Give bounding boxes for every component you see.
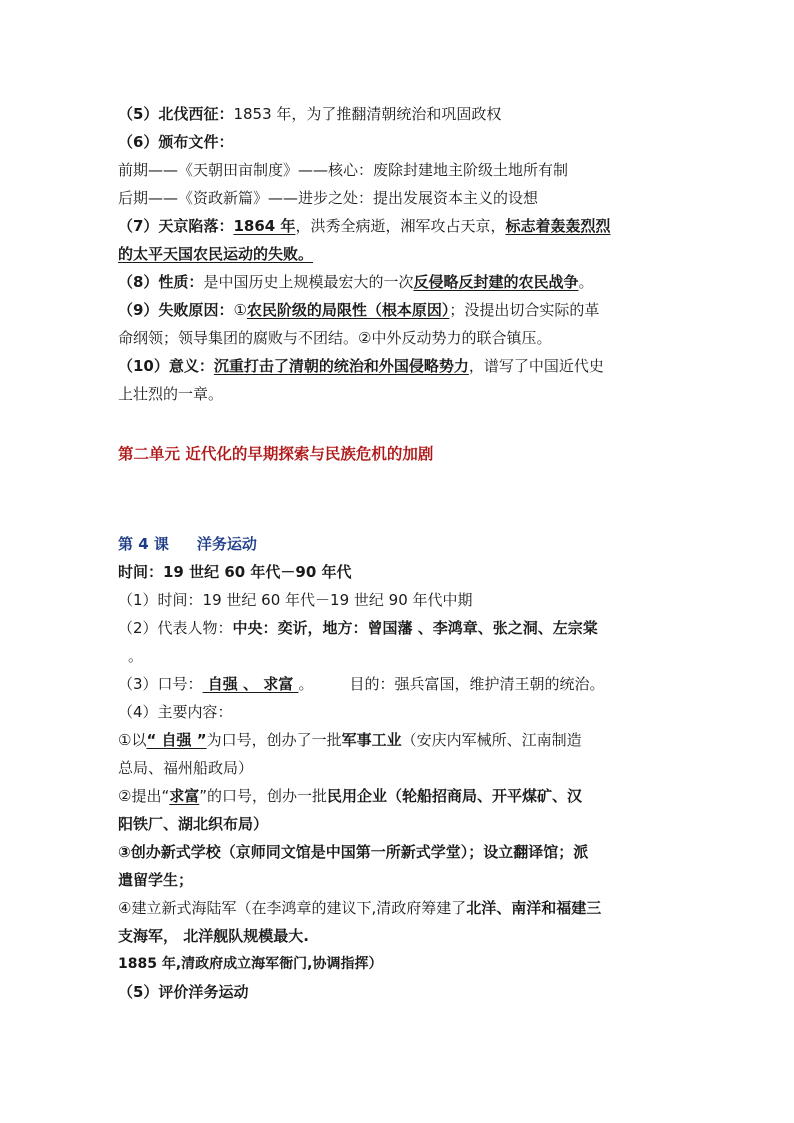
text-line	[118, 673, 604, 695]
item-text: （3）口号：	[118, 675, 203, 693]
key-point: 北洋、南洋和福建三	[466, 899, 602, 917]
key-point: 民用企业（轮船招商局、开平煤矿、汉	[327, 787, 583, 805]
item-heading: （8）性质：	[118, 273, 204, 291]
text-line	[118, 103, 501, 125]
year-text: 1864 年	[233, 217, 296, 235]
item-text: （安庆内军械所、江南制造	[401, 731, 582, 749]
item-text: ①	[233, 301, 247, 319]
item-text: 是中国历史上规模最宏大的一次	[203, 273, 414, 291]
text-line: 上壮烈的一章。	[118, 385, 224, 403]
text-line: （6）颁布文件：	[118, 133, 234, 151]
key-point: 标志着轰轰烈烈	[505, 217, 611, 235]
key-point: 农民阶级的局限性（根本原因）	[246, 301, 450, 319]
item-heading: （9）失败原因：	[118, 301, 234, 319]
text-line: （4）主要内容：	[118, 703, 233, 721]
item-heading: （5）北伐西征：	[118, 105, 234, 123]
text-line: 阳铁厂、湖北织布局）	[118, 815, 269, 833]
text-line: 。	[128, 647, 144, 665]
item-text: ”的口号，创办一批	[199, 787, 328, 805]
key-point: 军事工业	[341, 731, 402, 749]
item-heading: （7）天京陷落：	[118, 217, 234, 235]
item-text: 1853 年，为了推翻清朝统治和巩固政权	[233, 105, 502, 123]
punct: 。	[298, 675, 314, 693]
text-line	[118, 355, 604, 377]
text-line	[118, 215, 610, 237]
text-line: （1）时间：19 世纪 60 年代－19 世纪 90 年代中期	[118, 591, 473, 609]
item-text: ②提出“	[118, 787, 170, 805]
text-line: 命纲领；领导集团的腐败与不团结。②中外反动势力的联合镇压。	[118, 329, 552, 347]
key-point: 反侵略反封建的农民战争	[413, 273, 579, 291]
item-text: ，洪秀全病逝，湘军攻占天京，	[295, 217, 506, 235]
unit-heading: 第二单元 近代化的早期探索与民族危机的加剧	[118, 445, 434, 463]
punct: 。	[578, 273, 594, 291]
text-line: 支海军， 北洋舰队规模最大.	[118, 927, 309, 945]
text-line: 总局、福州船政局）	[118, 759, 254, 777]
item-text: （2）代表人物：	[118, 619, 233, 637]
text-line: 的太平天国农民运动的失败。	[118, 245, 314, 263]
item-text: 目的：强兵富国，维护清王朝的统治。	[349, 675, 605, 693]
item-text: ，谱写了中国近代史	[468, 357, 604, 375]
lesson-title: 洋务运动	[196, 535, 257, 553]
text-line: 前期——《天朝田亩制度》——核心：废除封建地主阶级土地所有制	[118, 161, 569, 179]
item-text: ；没提出切合实际的革	[449, 301, 600, 319]
section-heading: （5）评价洋务运动	[118, 983, 249, 1001]
item-text: ④建立新式海陆军（在李鸿章的建议下,清政府筹建了	[118, 899, 467, 917]
item-heading: （10）意义：	[118, 357, 214, 375]
text-line	[118, 785, 582, 807]
text-line: ③创办新式学校（京师同文馆是中国第一所新式学堂）；设立翻译馆；派	[118, 843, 589, 861]
lesson-heading	[118, 533, 257, 555]
key-point: “ 自强 ”	[146, 731, 207, 749]
time-heading: 时间：19 世纪 60 年代－90 年代	[118, 563, 352, 581]
key-point: 自强 、 求富	[202, 675, 299, 693]
key-point: 中央：奕䜣，地方：曾国藩 、李鸿章、张之洞、左宗棠	[232, 619, 598, 637]
item-text: ①以	[118, 731, 147, 749]
text-line	[118, 299, 599, 321]
text-line: 遣留学生；	[118, 871, 194, 889]
text-line	[118, 897, 601, 919]
lesson-number: 第 4 课	[118, 535, 169, 553]
text-line	[118, 729, 582, 751]
text-line: 1885 年,清政府成立海军衙门,协调指挥）	[118, 956, 383, 972]
text-line: 后期——《资政新篇》——进步之处：提出发展资本主义的设想	[118, 189, 539, 207]
text-line	[118, 271, 594, 293]
item-text: 为口号，创办了一批	[206, 731, 342, 749]
text-line	[118, 617, 598, 639]
key-point: 求富	[169, 787, 200, 805]
key-point: 沉重打击了清朝的统治和外国侵略势力	[213, 357, 469, 375]
